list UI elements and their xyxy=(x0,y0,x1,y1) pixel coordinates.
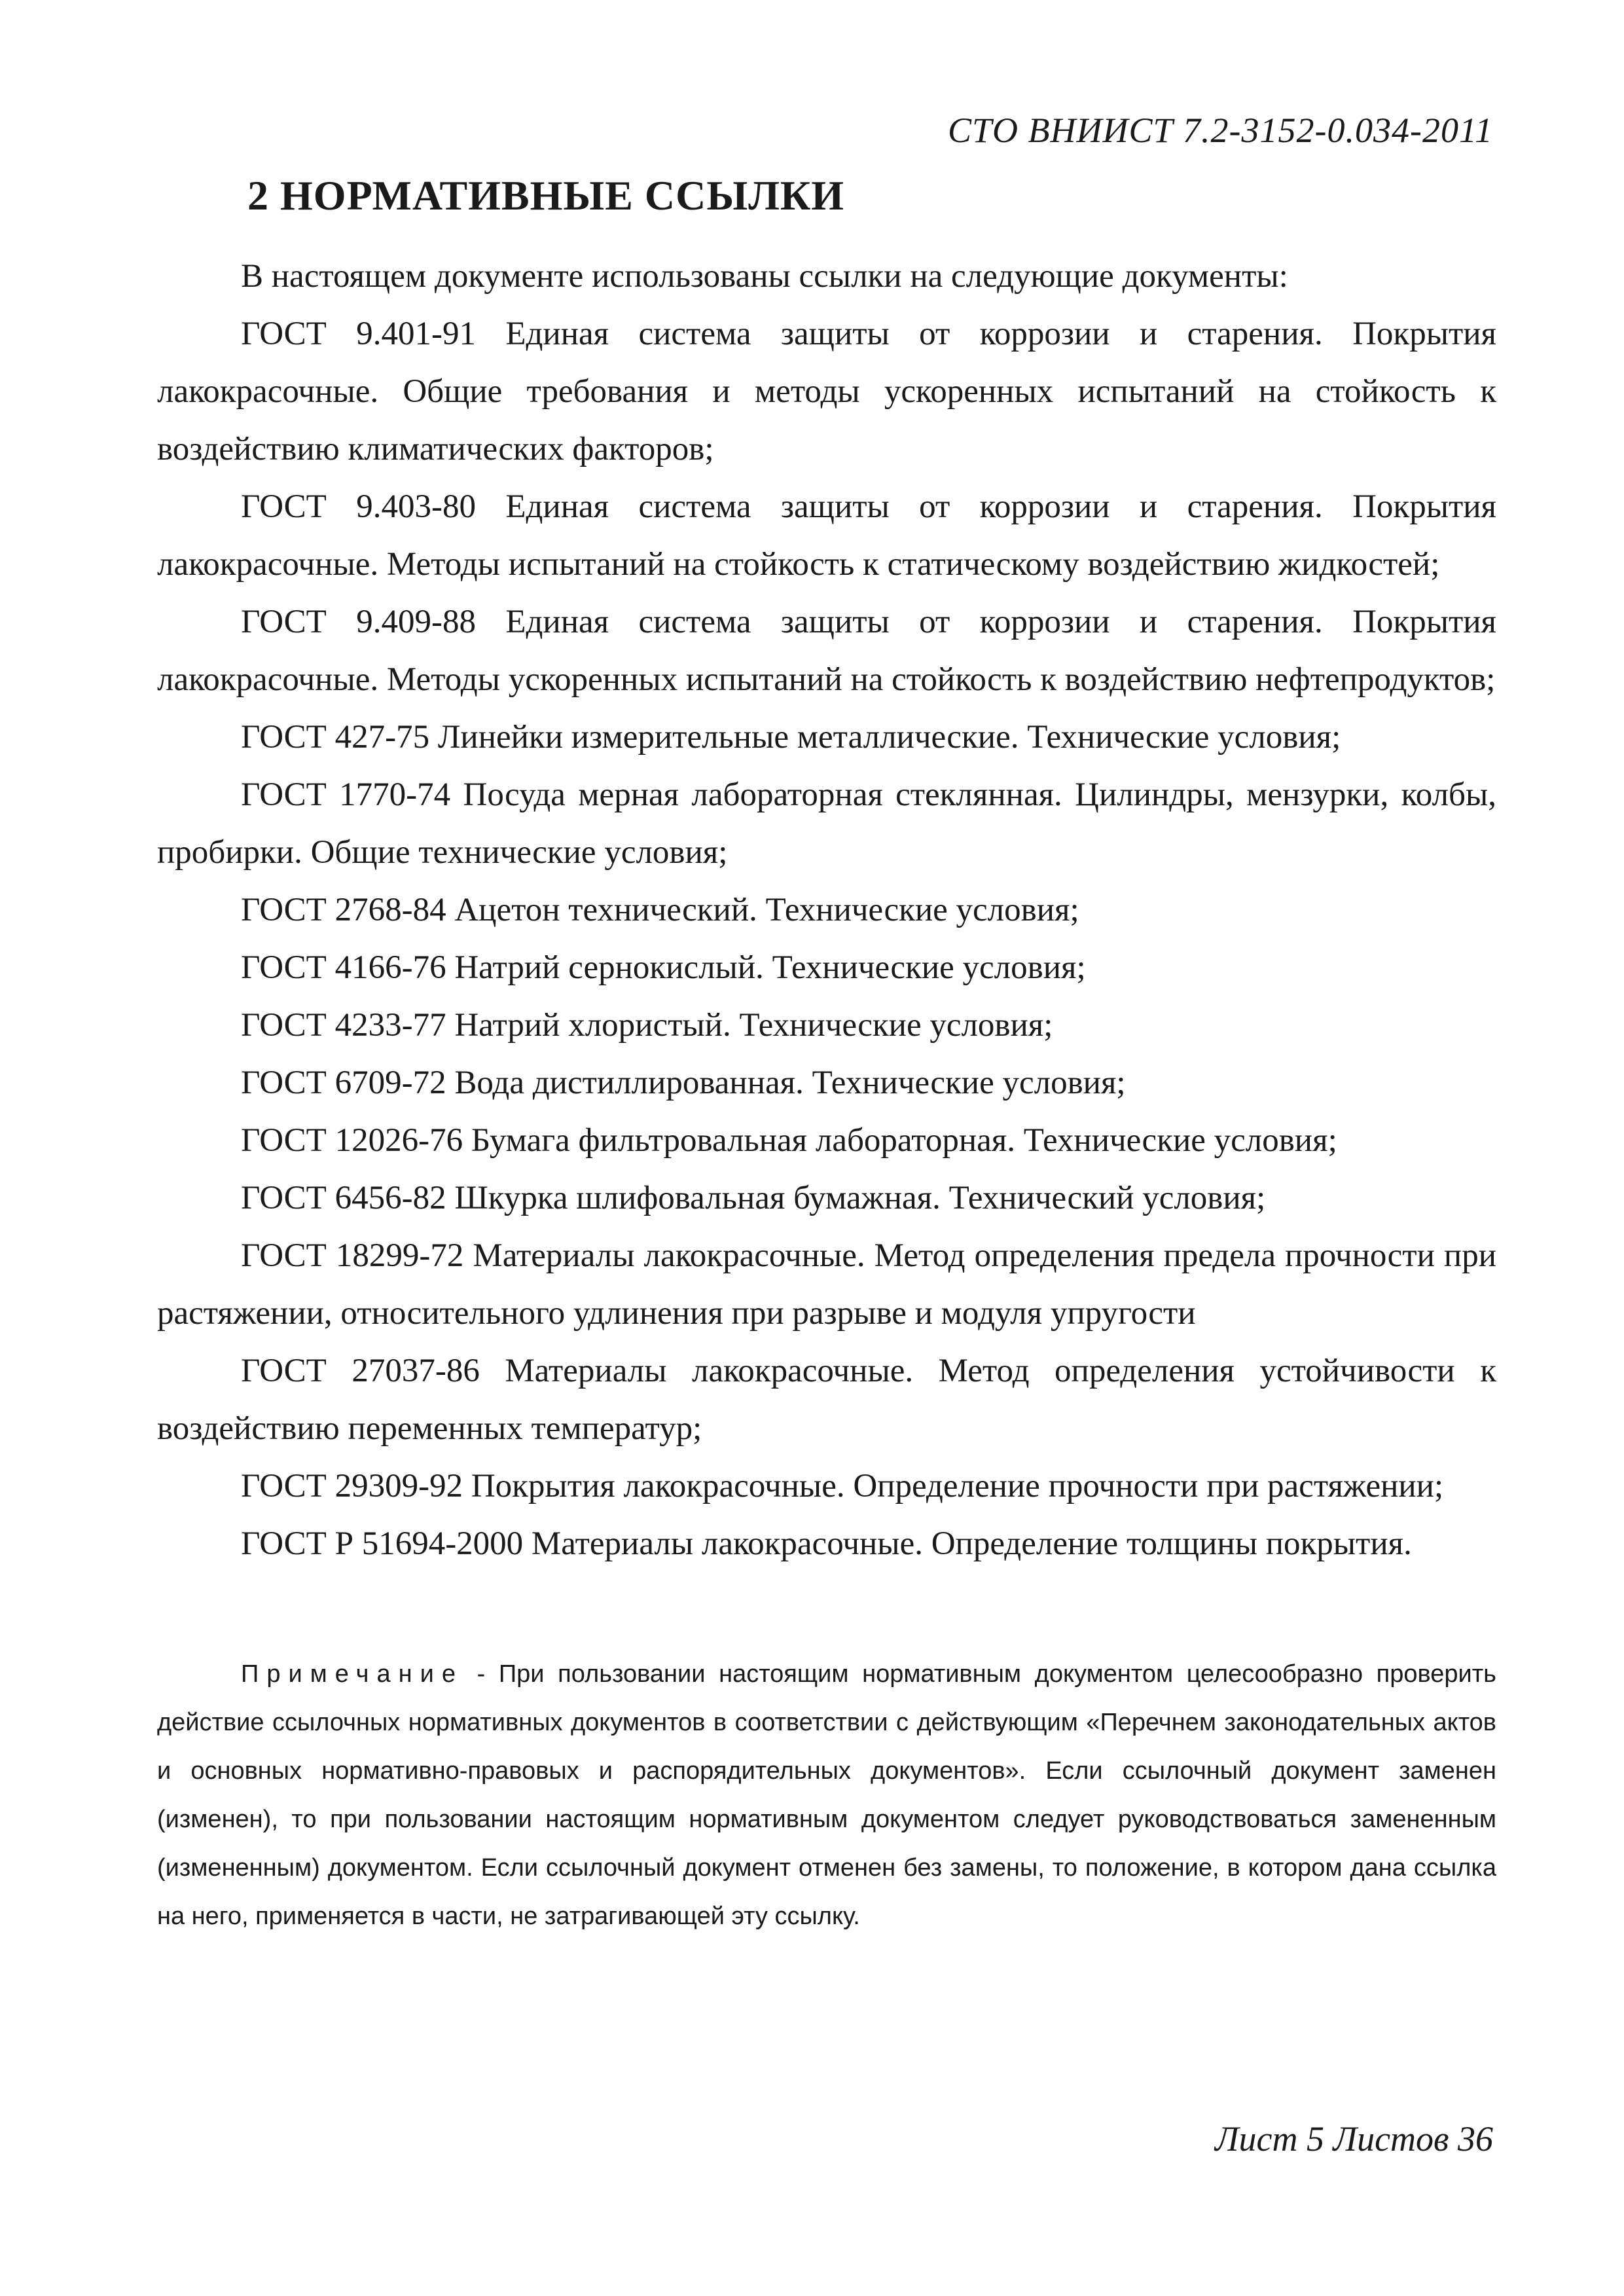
reference-item: ГОСТ 427-75 Линейки измерительные металлические. Технические условия; xyxy=(241,719,1341,756)
reference-item: ГОСТ 6709-72 Вода дистиллированная. Технические условия; xyxy=(241,1065,1126,1101)
references-section xyxy=(157,247,1496,1573)
note-block xyxy=(157,1650,1496,1941)
reference-item: ГОСТ 9.409-88 Единая система защиты от коррозии и старения. Покрытия лакокрасочные. Методы ускоренных испытаний на стойкость к воздействию нефтепродуктов; xyxy=(157,604,1496,698)
reference-item: ГОСТ 27037-86 Материалы лакокрасочные. Метод определения устойчивости к воздействию переменных температур; xyxy=(157,1353,1496,1447)
section-intro: В настоящем документе использованы ссылки на следующие документы: xyxy=(241,258,1288,295)
reference-item: ГОСТ 9.401-91 Единая система защиты от коррозии и старения. Покрытия лакокрасочные. Общие требования и методы ускоренных испытаний на стойкость к воздействию климатических факторов; xyxy=(157,316,1496,467)
reference-item: ГОСТ 12026-76 Бумага фильтровальная лабораторная. Технические условия; xyxy=(241,1122,1337,1159)
document-code: СТО ВНИИСТ 7.2-3152-0.034-2011 xyxy=(947,111,1493,150)
page-number: Лист 5 Листов 36 xyxy=(1214,2119,1493,2159)
reference-item: ГОСТ 6456-82 Шкурка шлифовальная бумажная. Технический условия; xyxy=(241,1180,1266,1216)
reference-item: ГОСТ 4166-76 Натрий сернокислый. Технические условия; xyxy=(241,949,1086,986)
section-title: 2 НОРМАТИВНЫЕ ССЫЛКИ xyxy=(247,172,845,219)
reference-item: ГОСТ 29309-92 Покрытия лакокрасочные. Определение прочности при растяжении; xyxy=(241,1468,1444,1504)
reference-item: ГОСТ Р 51694-2000 Материалы лакокрасочные. Определение толщины покрытия. xyxy=(241,1525,1412,1562)
reference-item: ГОСТ 4233-77 Натрий хлористый. Технические условия; xyxy=(241,1007,1053,1044)
reference-item: ГОСТ 1770-74 Посуда мерная лабораторная стеклянная. Цилиндры, мензурки, колбы, пробирки. Общие технические условия; xyxy=(157,776,1496,871)
reference-item: ГОСТ 9.403-80 Единая система защиты от коррозии и старения. Покрытия лакокрасочные. Методы испытаний на стойкость к статическому воздействию жидкостей; xyxy=(157,488,1496,583)
note-text: - При пользовании настоящим нормативным документом целесообразно проверить действие ссылочных нормативных документов в соответствии с действующим «Перечнем законодательных актов и основных нормативно-правовых и распорядительных документов». Если ссылочный документ заменен (изменен), то при пользовании настоящим нормативным документом следует руководствоваться замененным (измененным) документом. Если ссылочный документ отменен без замены, то положение, в котором дана ссылка на него, применяется в части, не затрагивающей эту ссылку. xyxy=(157,1660,1496,1930)
reference-item: ГОСТ 2768-84 Ацетон технический. Технические условия; xyxy=(241,892,1079,928)
note-label: Примечание xyxy=(241,1660,463,1688)
reference-item: ГОСТ 18299-72 Материалы лакокрасочные. Метод определения предела прочности при растяжении, относительного удлинения при разрыве и модуля упругости xyxy=(157,1237,1496,1332)
